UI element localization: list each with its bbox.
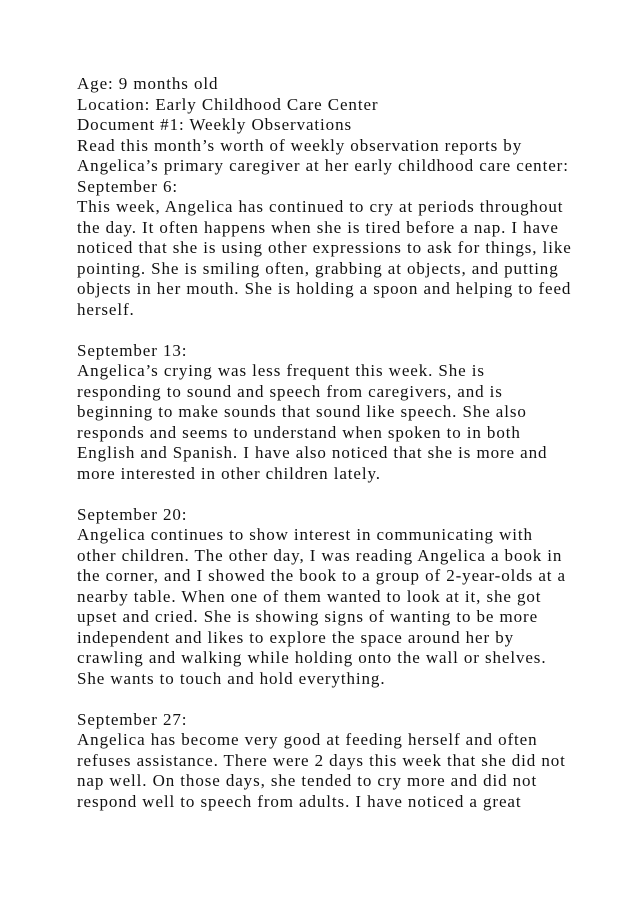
age-line: Age: 9 months old (77, 74, 219, 93)
entry-text-line: more interested in other children lately. (77, 463, 381, 483)
entry-text-line: Angelica has become very good at feeding herself and often (77, 730, 538, 749)
entry-text-line: noticed that she is using other expressions to ask for things, like (77, 238, 572, 257)
entry-text-line: responds and seems to understand when spoken to in both (77, 422, 521, 442)
entry-text-line: nap well. On those days, she tended to cry more and did not (77, 771, 538, 790)
entry-date: September 20: (77, 504, 188, 524)
entry-text-line: She wants to touch and hold everything. (77, 668, 386, 688)
intro-paragraph (77, 136, 597, 177)
entry-text-line: Angelica continues to show interest in communicating with (77, 525, 533, 544)
entry-text-line: respond well to speech from adults. I have noticed a great (77, 791, 522, 811)
entry-text-line: upset and cried. She is showing signs of wanting to be more (77, 607, 539, 626)
entry-text-line: nearby table. When one of them wanted to look at it, she got (77, 586, 542, 606)
location-line: Location: Early Childhood Care Center (77, 94, 379, 114)
document-body (77, 74, 597, 812)
entry-text-line: independent and likes to explore the space around her by (77, 627, 515, 647)
entry-text-line: This week, Angelica has continued to cry at periods throughout (77, 197, 564, 216)
intro-line: Read this month’s worth of weekly observation reports by (77, 135, 523, 155)
entry-text-line: refuses assistance. There were 2 days this week that she did not (77, 750, 566, 770)
entry-text-line: crawling and walking while holding onto the wall or shelves. (77, 648, 547, 667)
entry-date: September 6: (77, 176, 178, 196)
entry-september-27 (77, 710, 597, 813)
entry-text-line: the day. It often happens when she is tired before a nap. I have (77, 217, 559, 237)
entry-text-line: objects in her mouth. She is holding a spoon and helping to feed (77, 279, 572, 298)
entry-text-line: English and Spanish. I have also noticed that she is more and (77, 443, 548, 462)
entry-text-line: beginning to make sounds that sound like speech. She also (77, 402, 527, 421)
entry-date: September 13: (77, 340, 188, 360)
entry-text-line: the corner, and I showed the book to a group of 2-year-olds at a (77, 566, 566, 585)
entry-september-13 (77, 341, 597, 485)
entry-text-line: Angelica’s crying was less frequent this week. She is (77, 361, 485, 380)
entry-text-line: herself. (77, 299, 135, 319)
entry-text-line: other children. The other day, I was reading Angelica a book in (77, 545, 563, 565)
paragraph-spacer (77, 484, 597, 505)
document-title-line: Document #1: Weekly Observations (77, 115, 352, 134)
entry-date: September 27: (77, 709, 188, 729)
paragraph-spacer (77, 320, 597, 341)
entry-september-6 (77, 177, 597, 321)
entry-text-line: responding to sound and speech from caregivers, and is (77, 381, 503, 401)
entry-text-line: pointing. She is smiling often, grabbing at objects, and putting (77, 258, 559, 278)
intro-line: Angelica’s primary caregiver at her early childhood care center: (77, 156, 569, 175)
paragraph-spacer (77, 689, 597, 710)
entry-september-20 (77, 505, 597, 690)
